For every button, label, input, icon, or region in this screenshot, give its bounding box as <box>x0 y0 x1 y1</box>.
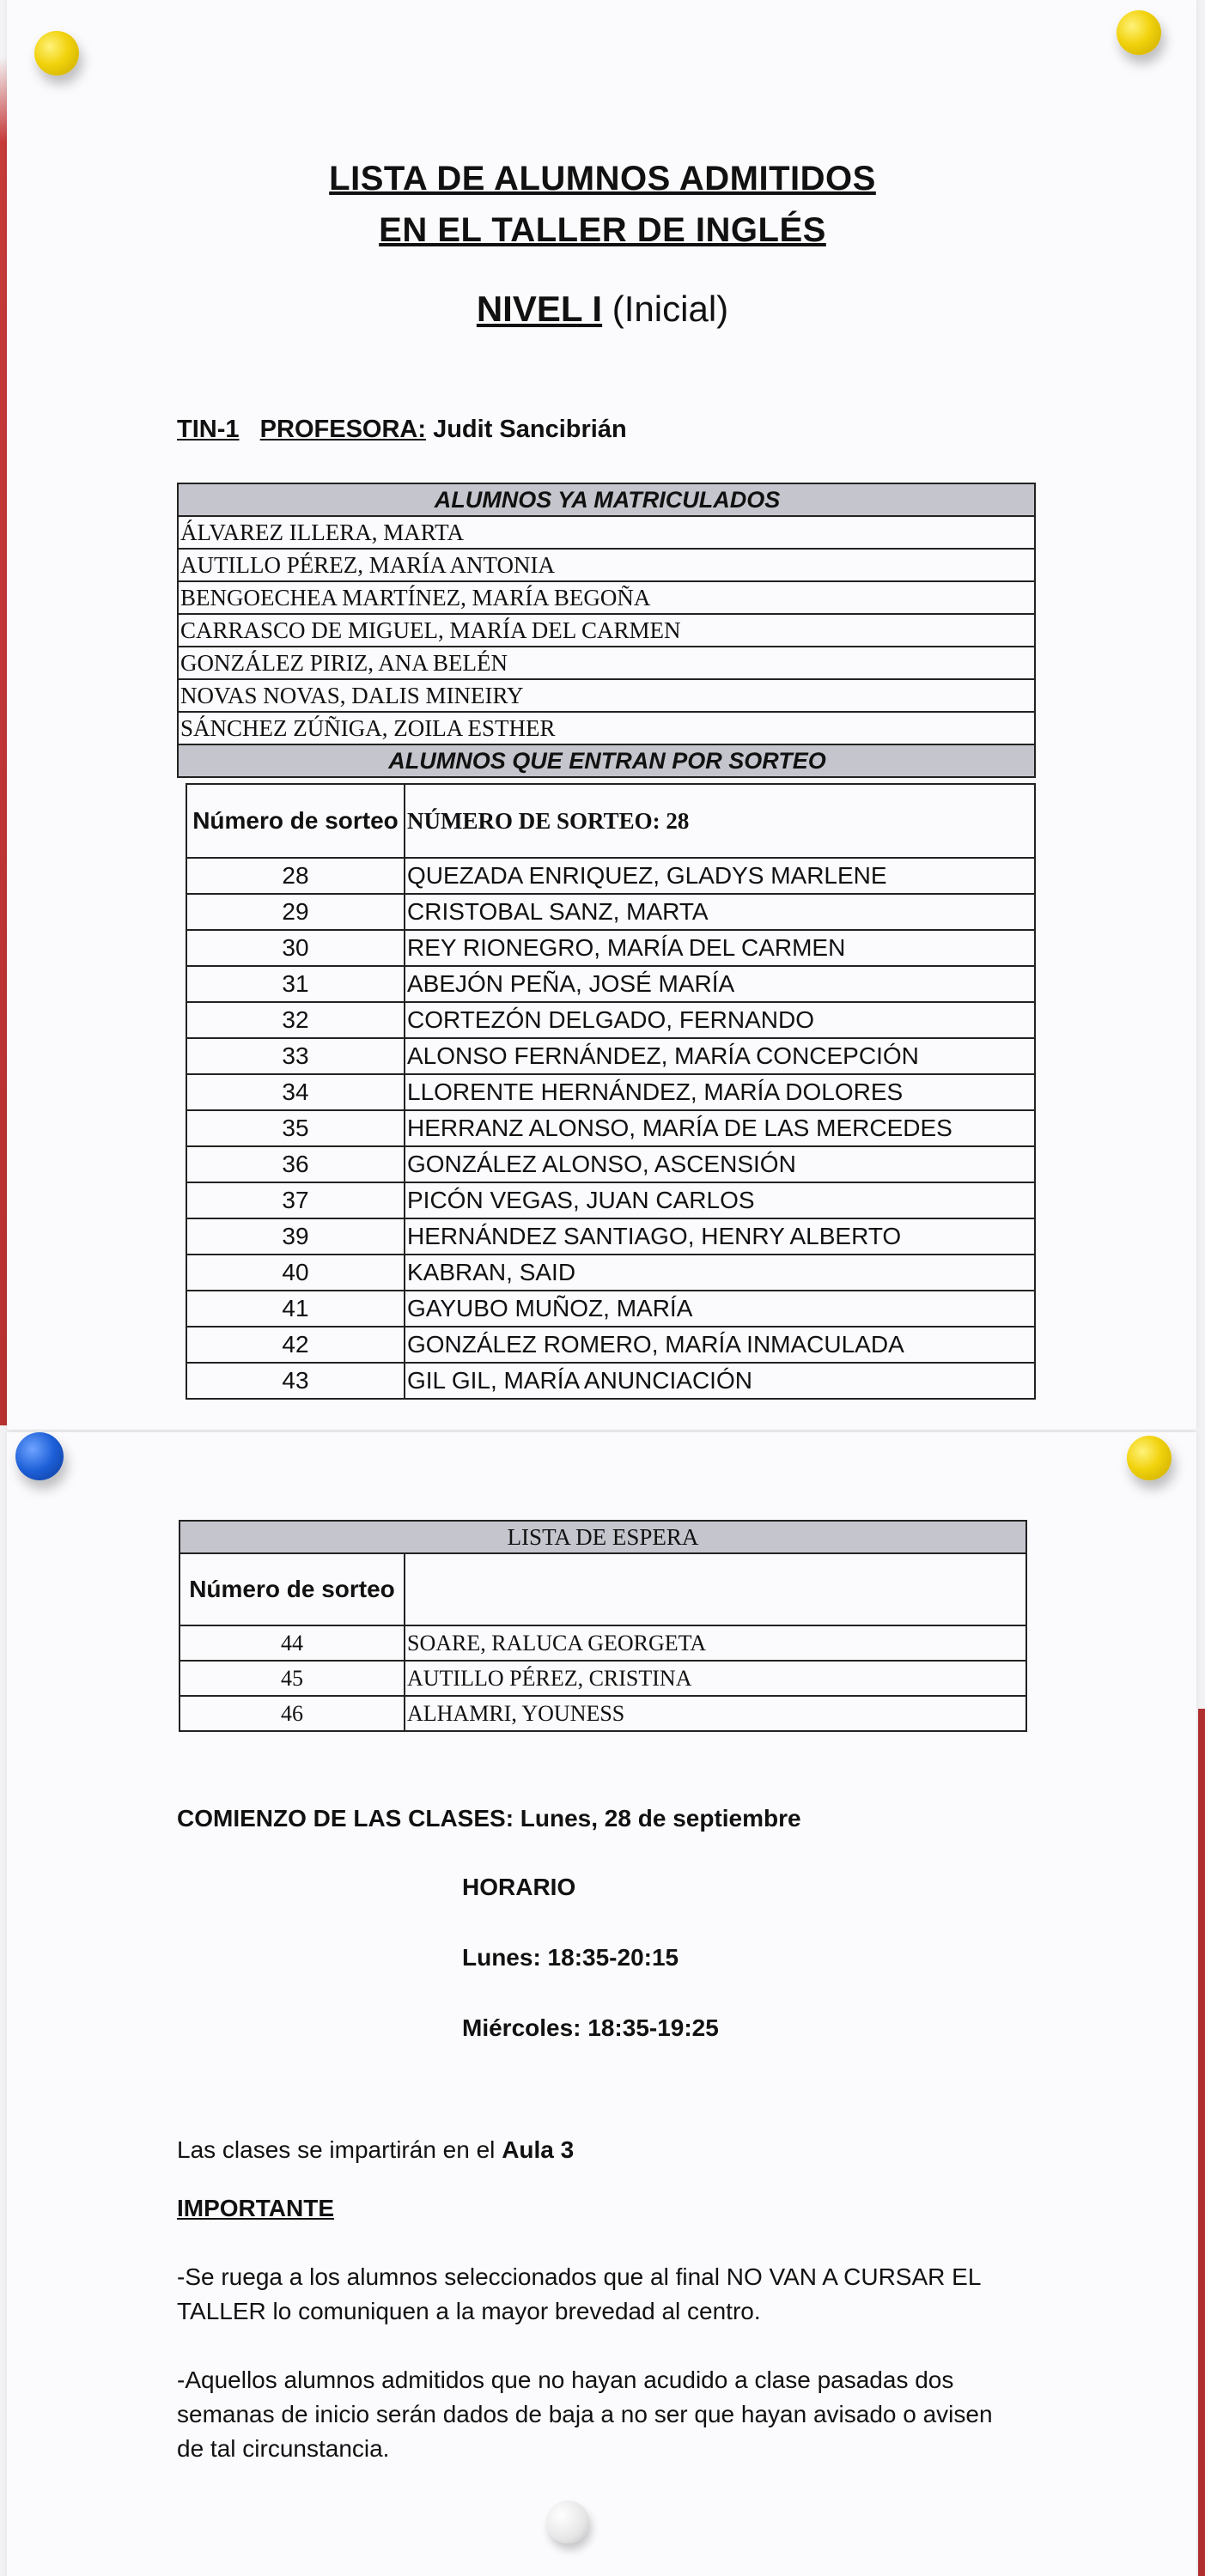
table-row: CARRASCO DE MIGUEL, MARÍA DEL CARMEN <box>178 614 1035 647</box>
table-row: SÁNCHEZ ZÚÑIGA, ZOILA ESTHER <box>178 712 1035 744</box>
table-row: GONZÁLEZ PIRIZ, ANA BELÉN <box>178 647 1035 679</box>
lottery-number: 34 <box>186 1074 405 1110</box>
schedule-wednesday: Miércoles: 18:35-19:25 <box>462 2014 719 2041</box>
lottery-name: PICÓN VEGAS, JUAN CARLOS <box>405 1182 1035 1218</box>
waitlist-name: ALHAMRI, YOUNESS <box>405 1696 1026 1731</box>
teacher-label: PROFESORA: <box>259 416 427 443</box>
group-code: TIN-1 <box>177 416 240 443</box>
start-label: COMIENZO DE LAS CLASES: <box>177 1805 514 1832</box>
waitlist-number: 46 <box>180 1696 405 1731</box>
lottery-header: ALUMNOS QUE ENTRAN POR SORTEO <box>178 744 1035 777</box>
schedule-title: HORARIO <box>462 1874 576 1900</box>
important-p2-line1: -Aquellos alumnos admitidos que no hayan acudido a clase pasadas dos <box>177 2366 954 2393</box>
start-date: Lunes, 28 de septiembre <box>520 1805 801 1832</box>
enrolled-students-table <box>177 483 1036 778</box>
waitlist-col-number-header <box>180 1553 405 1625</box>
lottery-name: HERNÁNDEZ SANTIAGO, HENRY ALBERTO <box>405 1218 1035 1255</box>
table-row: AUTILLO PÉREZ, MARÍA ANTONIA <box>178 549 1035 581</box>
yellow-pin-icon <box>1117 10 1161 55</box>
lottery-number: 42 <box>186 1327 405 1363</box>
white-pin-icon <box>546 2500 589 2543</box>
lottery-name: GIL GIL, MARÍA ANUNCIACIÓN <box>405 1363 1035 1399</box>
important-paragraph-1 <box>177 2260 981 2329</box>
teacher-name: Judit Sancibrián <box>433 416 627 443</box>
level-label: NIVEL I <box>476 289 603 329</box>
lottery-name: ABEJÓN PEÑA, JOSÉ MARÍA <box>405 966 1035 1002</box>
level-suffix: (Inicial) <box>612 289 729 329</box>
lottery-name: GONZÁLEZ ROMERO, MARÍA INMACULADA <box>405 1327 1035 1363</box>
lottery-students-table <box>186 783 1036 1400</box>
lottery-number: 43 <box>186 1363 405 1399</box>
lottery-number: 33 <box>186 1038 405 1074</box>
room-line <box>177 2133 574 2167</box>
waitlist-name: AUTILLO PÉREZ, CRISTINA <box>405 1661 1026 1696</box>
waitlist-col-number-label: Número de sorteo <box>189 1576 395 1602</box>
important-p2-line2: semanas de inicio serán dados de baja a no ser que hayan avisado o avisen <box>177 2401 993 2427</box>
waitlist-number: 44 <box>180 1625 405 1661</box>
lottery-number: 37 <box>186 1182 405 1218</box>
lottery-number: 32 <box>186 1002 405 1038</box>
page-title-line-2: EN EL TALLER DE INGLÉS <box>379 211 826 249</box>
col-number-label: Número de sorteo <box>192 807 399 834</box>
important-title: IMPORTANTE <box>177 2195 335 2221</box>
level-heading <box>0 289 1205 330</box>
lottery-name: KABRAN, SAID <box>405 1255 1035 1291</box>
waitlist-header: LISTA DE ESPERA <box>180 1521 1026 1553</box>
waitlist-number: 45 <box>180 1661 405 1696</box>
draw-number: NÚMERO DE SORTEO: 28 <box>405 784 1035 858</box>
lottery-number: 39 <box>186 1218 405 1255</box>
lottery-name: QUEZADA ENRIQUEZ, GLADYS MARLENE <box>405 858 1035 894</box>
lottery-number: 30 <box>186 930 405 966</box>
room-name: Aula 3 <box>502 2136 575 2163</box>
page-title-line-1: LISTA DE ALUMNOS ADMITIDOS <box>329 160 876 197</box>
lottery-number: 35 <box>186 1110 405 1146</box>
lottery-name: HERRANZ ALONSO, MARÍA DE LAS MERCEDES <box>405 1110 1035 1146</box>
lottery-number: 29 <box>186 894 405 930</box>
lottery-name: GAYUBO MUÑOZ, MARÍA <box>405 1291 1035 1327</box>
lottery-name: ALONSO FERNÁNDEZ, MARÍA CONCEPCIÓN <box>405 1038 1035 1074</box>
start-line <box>177 1801 801 1836</box>
yellow-pin-icon <box>34 31 79 76</box>
lottery-number: 41 <box>186 1291 405 1327</box>
schedule-monday: Lunes: 18:35-20:15 <box>462 1944 679 1971</box>
col-number-header <box>186 784 405 858</box>
lottery-name: LLORENTE HERNÁNDEZ, MARÍA DOLORES <box>405 1074 1035 1110</box>
table-row: BENGOECHEA MARTÍNEZ, MARÍA BEGOÑA <box>178 581 1035 614</box>
table-row: NOVAS NOVAS, DALIS MINEIRY <box>178 679 1035 712</box>
lottery-name: GONZÁLEZ ALONSO, ASCENSIÓN <box>405 1146 1035 1182</box>
important-p1-line1: -Se ruega a los alumnos seleccionados que al final NO VAN A CURSAR EL <box>177 2263 982 2290</box>
teacher-line <box>177 416 627 444</box>
important-p2-line3: de tal circunstancia. <box>177 2435 390 2462</box>
lottery-number: 31 <box>186 966 405 1002</box>
lottery-number: 36 <box>186 1146 405 1182</box>
enrolled-header: ALUMNOS YA MATRICULADOS <box>178 483 1035 516</box>
waitlist-name: SOARE, RALUCA GEORGETA <box>405 1625 1026 1661</box>
important-p1-line2: TALLER lo comuniquen a la mayor brevedad al centro. <box>177 2298 761 2324</box>
waitlist-col-name-header <box>405 1553 1026 1625</box>
lottery-number: 40 <box>186 1255 405 1291</box>
table-row: ÁLVAREZ ILLERA, MARTA <box>178 516 1035 549</box>
board-edge-right <box>1198 1709 1205 2576</box>
waitlist-table <box>179 1520 1027 1732</box>
lottery-name: REY RIONEGRO, MARÍA DEL CARMEN <box>405 930 1035 966</box>
yellow-pin-icon <box>1127 1436 1172 1480</box>
room-text: Las clases se impartirán en el <box>177 2136 496 2163</box>
blue-pin-icon <box>15 1432 64 1480</box>
lottery-number: 28 <box>186 858 405 894</box>
important-paragraph-2 <box>177 2363 993 2466</box>
lottery-name: CRISTOBAL SANZ, MARTA <box>405 894 1035 930</box>
lottery-name: CORTEZÓN DELGADO, FERNANDO <box>405 1002 1035 1038</box>
